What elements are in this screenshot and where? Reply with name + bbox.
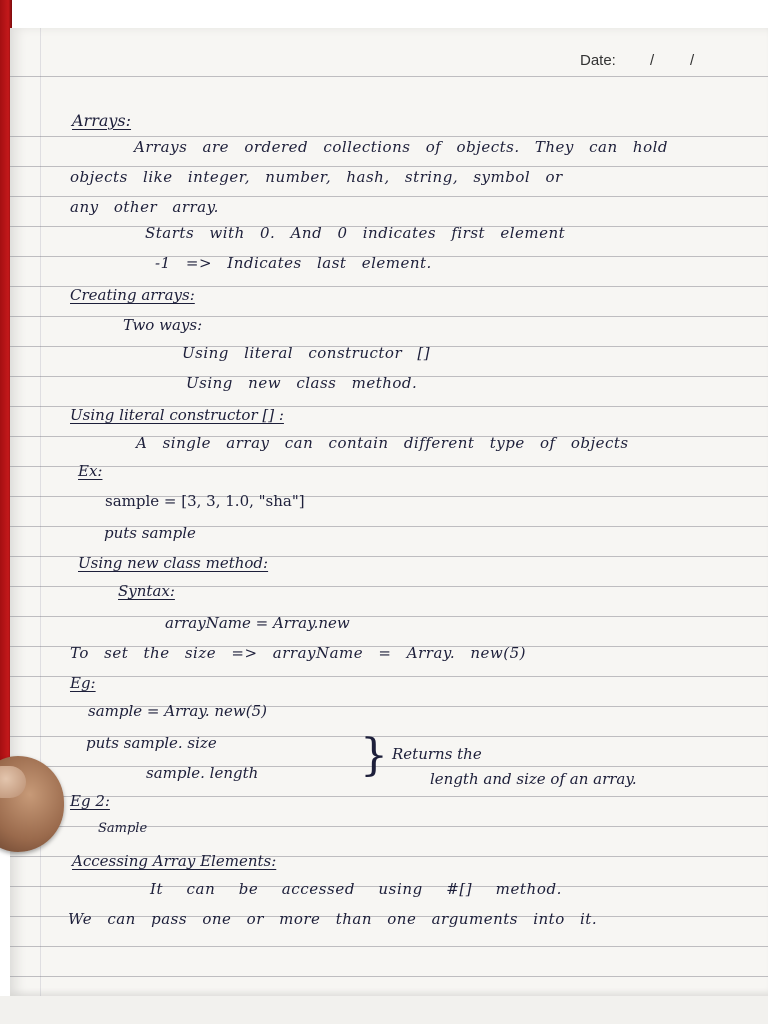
curly-brace-mark: } [360,730,388,781]
access-line-2: We can pass one or more than one arguments into it. [68,910,598,928]
last-element-line: -1 => Indicates last element. [155,254,432,272]
two-ways-label: Two ways: [123,316,203,334]
way-literal-constructor: Using literal constructor [] [182,344,431,362]
access-line-1: It can be accessed using #[] method. [150,880,563,898]
date-separator: / [650,52,655,69]
example-puts: puts sample [104,524,196,542]
date-separator: / [690,52,695,69]
set-size-line: To set the size => arrayName = Array. new(5) [70,644,527,662]
ruled-line [10,796,768,797]
returns-line-1: Returns the [392,745,482,763]
syntax-code: arrayName = Array.new [165,614,350,632]
example-label: Ex: [78,462,103,480]
creating-arrays-heading: Creating arrays: [70,286,195,304]
ruled-line [10,466,768,467]
intro-line-1: Arrays are ordered collections of objects. They can hold [134,138,669,156]
page-margin-line [40,28,41,996]
ruled-line [10,946,768,947]
literal-constructor-heading: Using literal constructor [] : [70,406,284,424]
literal-constructor-desc: A single array can contain different type of objects [136,434,629,452]
accessing-elements-heading: Accessing Array Elements: [72,852,277,870]
ruled-line [10,136,768,137]
ruled-line [10,766,768,767]
date-label: Date: [580,52,616,69]
ruled-line [10,976,768,977]
intro-line-3: any other array. [70,198,219,216]
eg-length: sample. length [146,764,259,782]
way-new-class-method: Using new class method. [186,374,418,392]
notes-title: Arrays: [72,111,132,130]
ruled-line [10,196,768,197]
ruled-line [10,76,768,77]
eg-size: puts sample. size [86,734,217,752]
intro-line-2: objects like integer, number, hash, string, symbol or [70,168,563,186]
surface-below-page [0,996,768,1024]
eg-code: sample = Array. new(5) [88,702,268,720]
eg2-label: Eg 2: [70,792,110,810]
new-class-method-heading: Using new class method: [78,554,269,572]
starts-line: Starts with 0. And 0 indicates first element [145,224,566,242]
ruled-line [10,616,768,617]
ruled-line [10,166,768,167]
eg2-code: Sample [98,821,148,836]
returns-line-2: length and size of an array. [430,770,637,788]
thumbnail-nail [0,766,26,798]
eg-label: Eg: [70,674,96,692]
syntax-label: Syntax: [118,582,175,600]
ruled-line [10,676,768,677]
example-code: sample = [3, 3, 1.0, "sha"] [105,492,305,510]
